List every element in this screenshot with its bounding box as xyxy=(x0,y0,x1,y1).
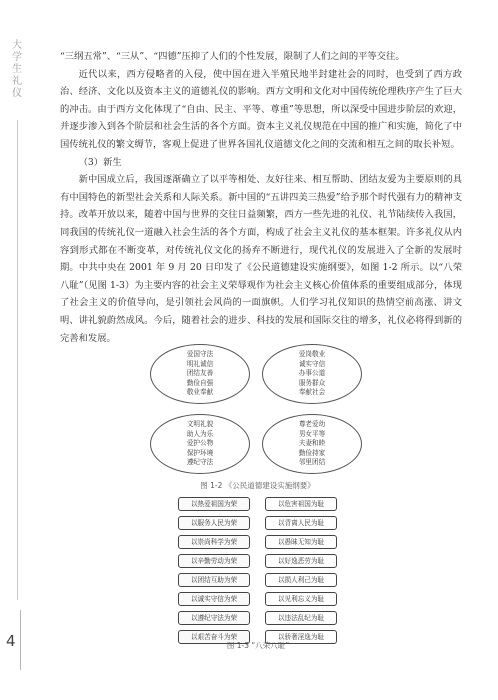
norm-item: 尊老爱幼 xyxy=(298,420,326,429)
shame-item: 以背离人民为耻 xyxy=(265,516,337,530)
norm-item: 文明礼貌 xyxy=(186,420,214,429)
honor-item: 以诚实守信为荣 xyxy=(178,592,250,606)
norm-item: 男女平等 xyxy=(298,429,326,438)
ellipse-basic-norms xyxy=(150,344,250,404)
page-number: 4 xyxy=(6,632,16,650)
shame-item: 以好逸恶劳为耻 xyxy=(265,554,337,568)
norm-item: 夫妻和睦 xyxy=(298,439,326,448)
figure-civic-morality-outline xyxy=(150,344,365,474)
shame-item: 以愚昧无知为耻 xyxy=(265,535,337,549)
page-number-rule xyxy=(20,610,21,670)
norm-item: 奉献社会 xyxy=(298,388,326,397)
shame-item: 以违法乱纪为耻 xyxy=(265,611,337,625)
margin-rule xyxy=(17,120,18,600)
norm-item: 团结友善 xyxy=(186,369,214,378)
ellipse-professional-ethics xyxy=(262,344,362,404)
ellipse-text xyxy=(187,420,213,467)
honor-item: 以服务人民为荣 xyxy=(178,516,250,530)
paragraph-3: 新中国成立后，我国逐渐确立了以平等相处、友好往来、相互帮助、团结友爱为主要原则的具有中国特色的新型社会关系和人际关系。新中国的“五讲四美三热爱”给予那个时代强有力的精神支持。改革开放以来，随着中国与世界的交往日益频繁，西方一些先进的礼仪、礼节陆续传入我国，同我国的传统礼仪一道融入社会生活的各个方面，构成了社会主义礼仪的基本框架。许多礼仪从内容到形式都在不断变革，对传统礼仪文化的扬弃不断进行，现代礼仪的发展进入了全新的发展时期。中共中央在 2001 年 9 月 20 日印发了《公民道德建设实施纲要》，如图 1-2 所示。以“八荣八耻”（见图 1-3）为主要内容的社会主义荣辱观作为社会主义核心价值体系的重要组成部分，体现了社会主义的价值导向，是引领社会风尚的一面旗帜。人们学习礼仪知识的热情空前高涨、讲文明、讲礼貌蔚然成风。今后，随着社会的进步、科技的发展和国际交往的增多，礼仪必将得到新的完善和发展。 xyxy=(60,174,462,344)
shame-item: 以骄奢淫逸为耻 xyxy=(265,630,337,644)
norm-item: 遵纪守法 xyxy=(186,458,214,467)
norm-item: 保护环境 xyxy=(186,448,214,457)
honor-item: 以崇尚科学为荣 xyxy=(178,535,250,549)
book-title-vertical: 大学生礼仪 xyxy=(12,40,22,99)
ellipse-text xyxy=(299,420,325,467)
norm-item: 办事公道 xyxy=(298,369,326,378)
norm-item: 爱岗敬业 xyxy=(298,350,326,359)
honor-item: 以团结互助为荣 xyxy=(178,573,250,587)
norm-item: 敬业奉献 xyxy=(186,388,214,397)
norm-item: 勤俭自强 xyxy=(186,378,214,387)
paragraph-1: “三纲五常”、“三从”、“四德”压抑了人们的个性发展，限制了人们之间的平等交往。 xyxy=(60,51,405,62)
ellipse-social-ethics xyxy=(150,414,250,474)
norm-item: 服务群众 xyxy=(298,378,326,387)
shame-item: 以损人利己为耻 xyxy=(265,573,337,587)
honor-item: 以遵纪守法为荣 xyxy=(178,611,250,625)
norm-item: 勤俭持家 xyxy=(298,448,326,457)
section-heading-new-life: （3）新生 xyxy=(78,156,122,168)
body-text xyxy=(60,48,462,347)
shames-column xyxy=(265,497,337,649)
norm-item: 爱国守法 xyxy=(186,350,214,359)
shame-item: 以危害祖国为耻 xyxy=(265,497,337,511)
honor-item: 以艰苦奋斗为荣 xyxy=(178,630,250,644)
norm-item: 诚实守信 xyxy=(298,359,326,368)
ellipse-family-virtues xyxy=(262,414,362,474)
figure-eight-honors-eight-shames xyxy=(178,497,338,641)
honor-item: 以热爱祖国为荣 xyxy=(178,497,250,511)
norm-item: 邻里团结 xyxy=(298,458,326,467)
norm-item: 助人为乐 xyxy=(186,429,214,438)
honors-column xyxy=(178,497,250,649)
norm-item: 爱护公物 xyxy=(186,439,214,448)
honor-item: 以辛勤劳动为荣 xyxy=(178,554,250,568)
figure-1-2-caption: 图 1-2 《公民道德建设实施纲要》 xyxy=(200,481,315,490)
ellipse-text xyxy=(187,350,213,397)
paragraph-2: 近代以来，西方侵略者的入侵，使中国在进入半殖民地半封建社会的同时，也受到了西方政治、经济、文化以及资本主义的道德礼仪的影响。西方文明和文化对中国传统伦理秩序产生了巨大的冲击。由于西方文化体现了“自由、民主、平等、尊重”等思想，所以深受中国进步阶层的欢迎，并逐步渗入到各个阶层和社会生活的各个方面。资本主义礼仪规范在中国的推广和实施，简化了中国传统礼仪的繁文缛节，客观上促进了世界各国礼仪道德文化之间的交流和相互之间的取长补短。 xyxy=(60,68,462,150)
shame-item: 以见利忘义为耻 xyxy=(265,592,337,606)
figure-1-3-caption: 图 1-3 “八荣八耻” xyxy=(226,641,290,650)
ellipse-text xyxy=(299,350,325,397)
norm-item: 明礼诚信 xyxy=(186,359,214,368)
